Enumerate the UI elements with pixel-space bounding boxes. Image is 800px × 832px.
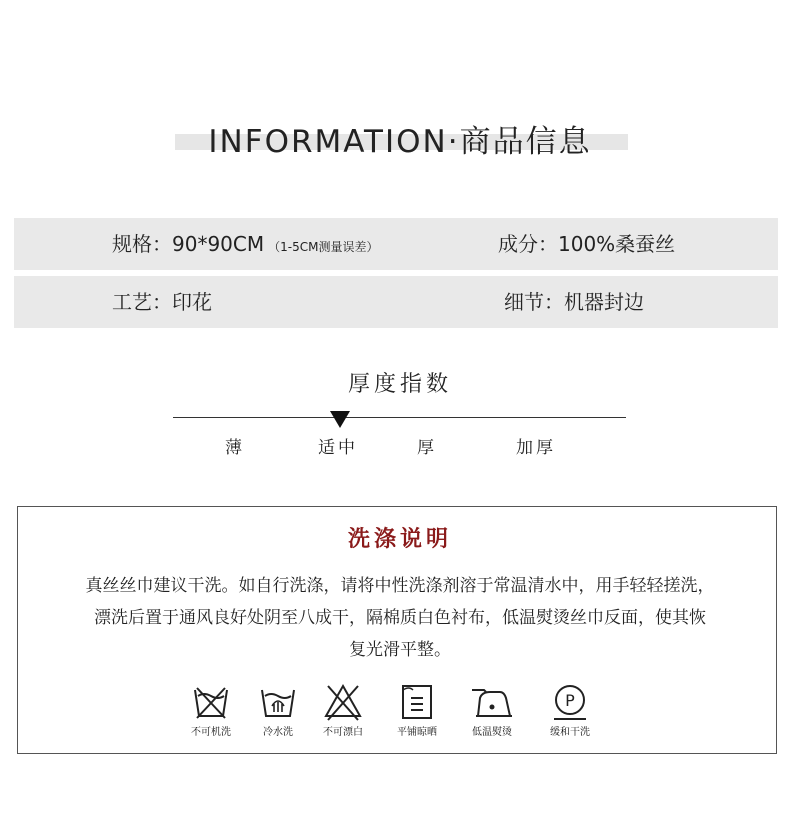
care-label: 不可机洗 bbox=[191, 727, 231, 738]
care-item bbox=[530, 682, 610, 740]
care-label: 缓和干洗 bbox=[550, 727, 590, 738]
care-label: 冷水洗 bbox=[263, 727, 293, 738]
thickness-marker-icon bbox=[330, 411, 350, 428]
spec-note: （1-5CM测量误差） bbox=[268, 240, 379, 254]
info-row-craft bbox=[14, 276, 778, 328]
low-iron-icon bbox=[470, 682, 514, 722]
care-item bbox=[452, 682, 532, 740]
washing-text-line: 真丝丝巾建议干洗。如自行洗涤，请将中性洗涤剂溶于常温清水中，用手轻轻搓洗， bbox=[85, 576, 715, 596]
no-bleach-icon bbox=[323, 682, 363, 722]
washing-text-line: 漂洗后置于通风良好处阴至八成干，隔棉质白色衬布，低温熨烫丝巾反面，使其恢 bbox=[94, 608, 706, 628]
washing-title: 洗涤说明 bbox=[347, 527, 452, 552]
craft-cell: 工艺：印花 bbox=[112, 290, 212, 314]
thickness-level-thin: 薄 bbox=[225, 438, 245, 458]
thickness-level-medium: 适中 bbox=[318, 438, 358, 458]
flat-dry-icon bbox=[397, 682, 437, 722]
detail-cell: 细节：机器封边 bbox=[504, 290, 644, 314]
thickness-level-extra-thick: 加厚 bbox=[516, 438, 556, 458]
page-title: INFORMATION·商品信息 bbox=[208, 124, 592, 160]
no-machine-wash-icon bbox=[191, 682, 231, 722]
thickness-title: 厚度指数 bbox=[347, 372, 452, 397]
care-label: 低温熨烫 bbox=[472, 727, 512, 738]
gentle-dry-clean-icon bbox=[550, 682, 590, 722]
composition-cell: 成分：100%桑蚕丝 bbox=[498, 232, 676, 256]
thickness-scale-line bbox=[173, 417, 626, 418]
cold-wash-icon bbox=[258, 682, 298, 722]
washing-text-line: 复光滑平整。 bbox=[349, 640, 451, 660]
thickness-level-thick: 厚 bbox=[417, 438, 437, 458]
dry-clean-symbol: P bbox=[565, 691, 575, 710]
info-row-spec bbox=[14, 218, 778, 270]
spec-label: 规格：90*90CM bbox=[112, 232, 265, 256]
care-item bbox=[303, 682, 383, 740]
spec-cell bbox=[112, 218, 378, 273]
care-item bbox=[377, 682, 457, 740]
care-label: 平铺晾晒 bbox=[397, 727, 437, 738]
care-label: 不可漂白 bbox=[323, 727, 363, 738]
